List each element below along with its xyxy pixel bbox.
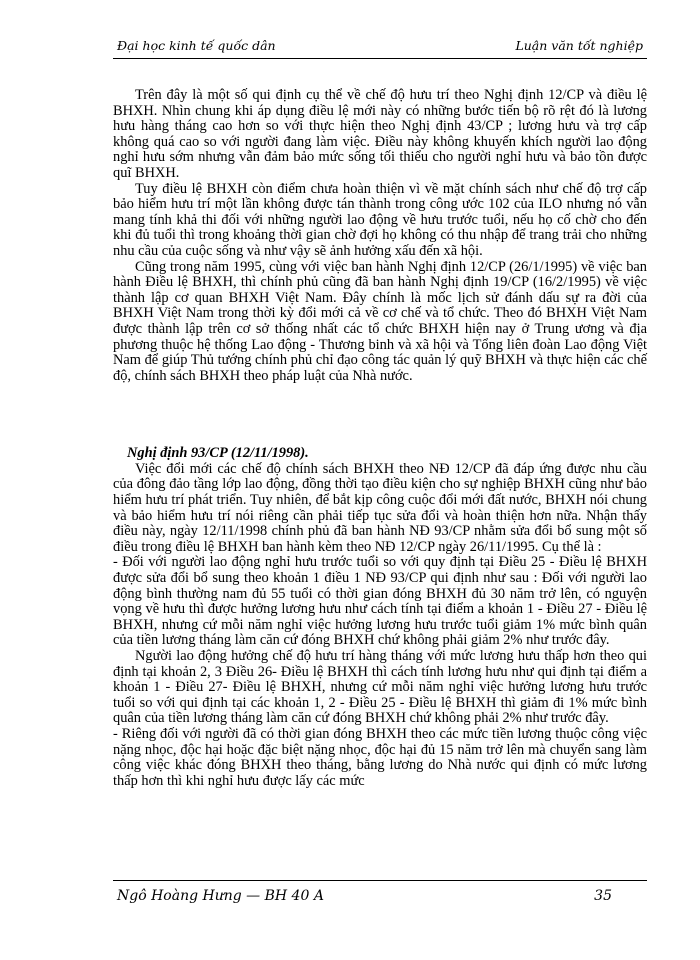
- header-rule: [113, 58, 647, 59]
- paragraph-4: Việc đổi mới các chế độ chính sách BHXH theo NĐ 12/CP đã đáp ứng được nhu cầu của đông đảo tầng lớp lao động, đồng thời tạo điều kiện cho sự nghiệp BHXH cũng như bảo hiểm hưu trí phát triển. Tuy nhiên, để bắt kịp công cuộc đổi mới đất nước, BHXH nói chung và bảo hiểm hưu trí nói riêng cần phải tiếp tục sửa đổi và hoàn thiện hơn nữa. Nhận thấy điều này, ngày 12/11/1998 chính phủ đã ban hành NĐ 93/CP nhằm sửa đổi bổ sung một số điều trong điều lệ BHXH ban hành kèm theo NĐ 12/CP ngày 26/11/1995. Cụ thể là :: [113, 460, 647, 555]
- header-university: Đại học kinh tế quốc dân: [117, 38, 276, 53]
- section-heading: Nghị định 93/CP (12/11/1998).: [127, 445, 309, 462]
- header-thesis-label: Luận văn tốt nghiệp: [515, 38, 643, 53]
- paragraph-7: - Riêng đối với người đã có thời gian đóng BHXH theo các mức tiền lương thuộc công việc nặng nhọc, độc hại hoặc đặc biệt nặng nhọc, độc hại đủ 15 năm trở lên mà chuyển sang làm công việc khác đóng BHXH theo tháng, bằng lương do Nhà nước qui định có mức lương thấp hơn thì khi nghỉ hưu được lấy các mức: [113, 725, 647, 789]
- page-number: 35: [594, 888, 612, 904]
- footer-author: Ngô Hoàng Hưng — BH 40 A: [117, 888, 324, 904]
- document-body: [113, 88, 647, 789]
- footer-rule: [113, 880, 647, 881]
- paragraph-1: Trên đây là một số qui định cụ thể về chế độ hưu trí theo Nghị định 12/CP và điều lệ BHXH. Nhìn chung khi áp dụng điều lệ mới này có những bước tiến bộ rõ rệt đó là lương hưu hàng tháng cao hơn so với thực hiện theo Nghị định 43/CP ; lương hưu và trợ cấp không quá cao so với người đang làm việc. Điều này không khuyến khích người lao động nghỉ hưu sớm nhưng vẫn đảm bảo mức sống tối thiểu cho người nghỉ hưu và bảo tồn được quĩ BHXH.: [113, 87, 647, 181]
- paragraph-3: Cũng trong năm 1995, cùng với việc ban hành Nghị định 12/CP (26/1/1995) về việc ban hành Điều lệ BHXH, thì chính phủ cũng đã ban hành Nghị định 19/CP (16/2/1995) về việc thành lập cơ quan BHXH Việt Nam. Đây chính là mốc lịch sử đánh dấu sự ra đời của BHXH Việt Nam trong thời kỳ đổi mới cả về cơ chế và tổ chức. Theo đó BHXH Việt Nam được thành lập trên cơ sở thống nhất các tổ chức BHXH hiện nay ở Trung ương và địa phương thuộc hệ thống Lao động - Thương binh và xã hội và Tổng liên đoàn Lao động Việt Nam để giúp Thủ tướng chính phủ chỉ đạo công tác quản lý quỹ BHXH và thực hiện các chế độ, chính sách BHXH theo pháp luật của Nhà nước.: [113, 258, 647, 384]
- paragraph-5: - Đối với người lao động nghỉ hưu trước tuổi so với quy định tại Điều 25 - Điều lệ BHXH được sửa đổi bổ sung theo khoản 1 điều 1 NĐ 93/CP qui định như sau : Đối với người lao động bình thường nam đủ 55 tuổi có thời gian đóng BHXH đủ 30 năm trở lên, có nguyện vọng về hưu thì được hưởng lương hưu như cách tính tại điểm a khoản 1 - Điều 27 - Điều lệ BHXH, nhưng cứ mỗi năm nghỉ việc hưởng lương hưu trước tuổi giảm 1% mức bình quân của tiền lương tháng làm căn cứ đóng BHXH chứ không phải giảm 2% như trước đây.: [113, 554, 647, 649]
- paragraph-2: Tuy điều lệ BHXH còn điểm chưa hoàn thiện vì về mặt chính sách như chế độ trợ cấp bảo hiểm hưu trí một lần không được tán thành trong công ước 102 của ILO nhưng nó vẫn mang tính khả thi đối với những người lao động về hưu trước tuổi, nếu họ cố chờ cho đến khi đủ tuổi thì trong khoảng thời gian chờ đợi họ không có thu nhập để trang trải cho những nhu cầu của cuộc sống và như vậy sẽ ảnh hưởng xấu đến xã hội.: [113, 180, 647, 259]
- paragraph-6: Người lao động hưởng chế độ hưu trí hàng tháng với mức lương hưu thấp hơn theo qui định tại khoản 2, 3 Điều 26- Điều lệ BHXH thì cách tính lương hưu như qui định tại điểm a khoản 1 - Điều 27- Điều lệ BHXH, nhưng cứ mỗi năm nghỉ việc hưởng lương hưu trước tuổi so với qui định tại các khoản 1, 2 - Điều 25 - Điều lệ BHXH thì giảm đi 1% mức bình quân của tiền lương tháng làm căn cứ đóng BHXH chứ không phải 2% như trước đây.: [113, 648, 647, 727]
